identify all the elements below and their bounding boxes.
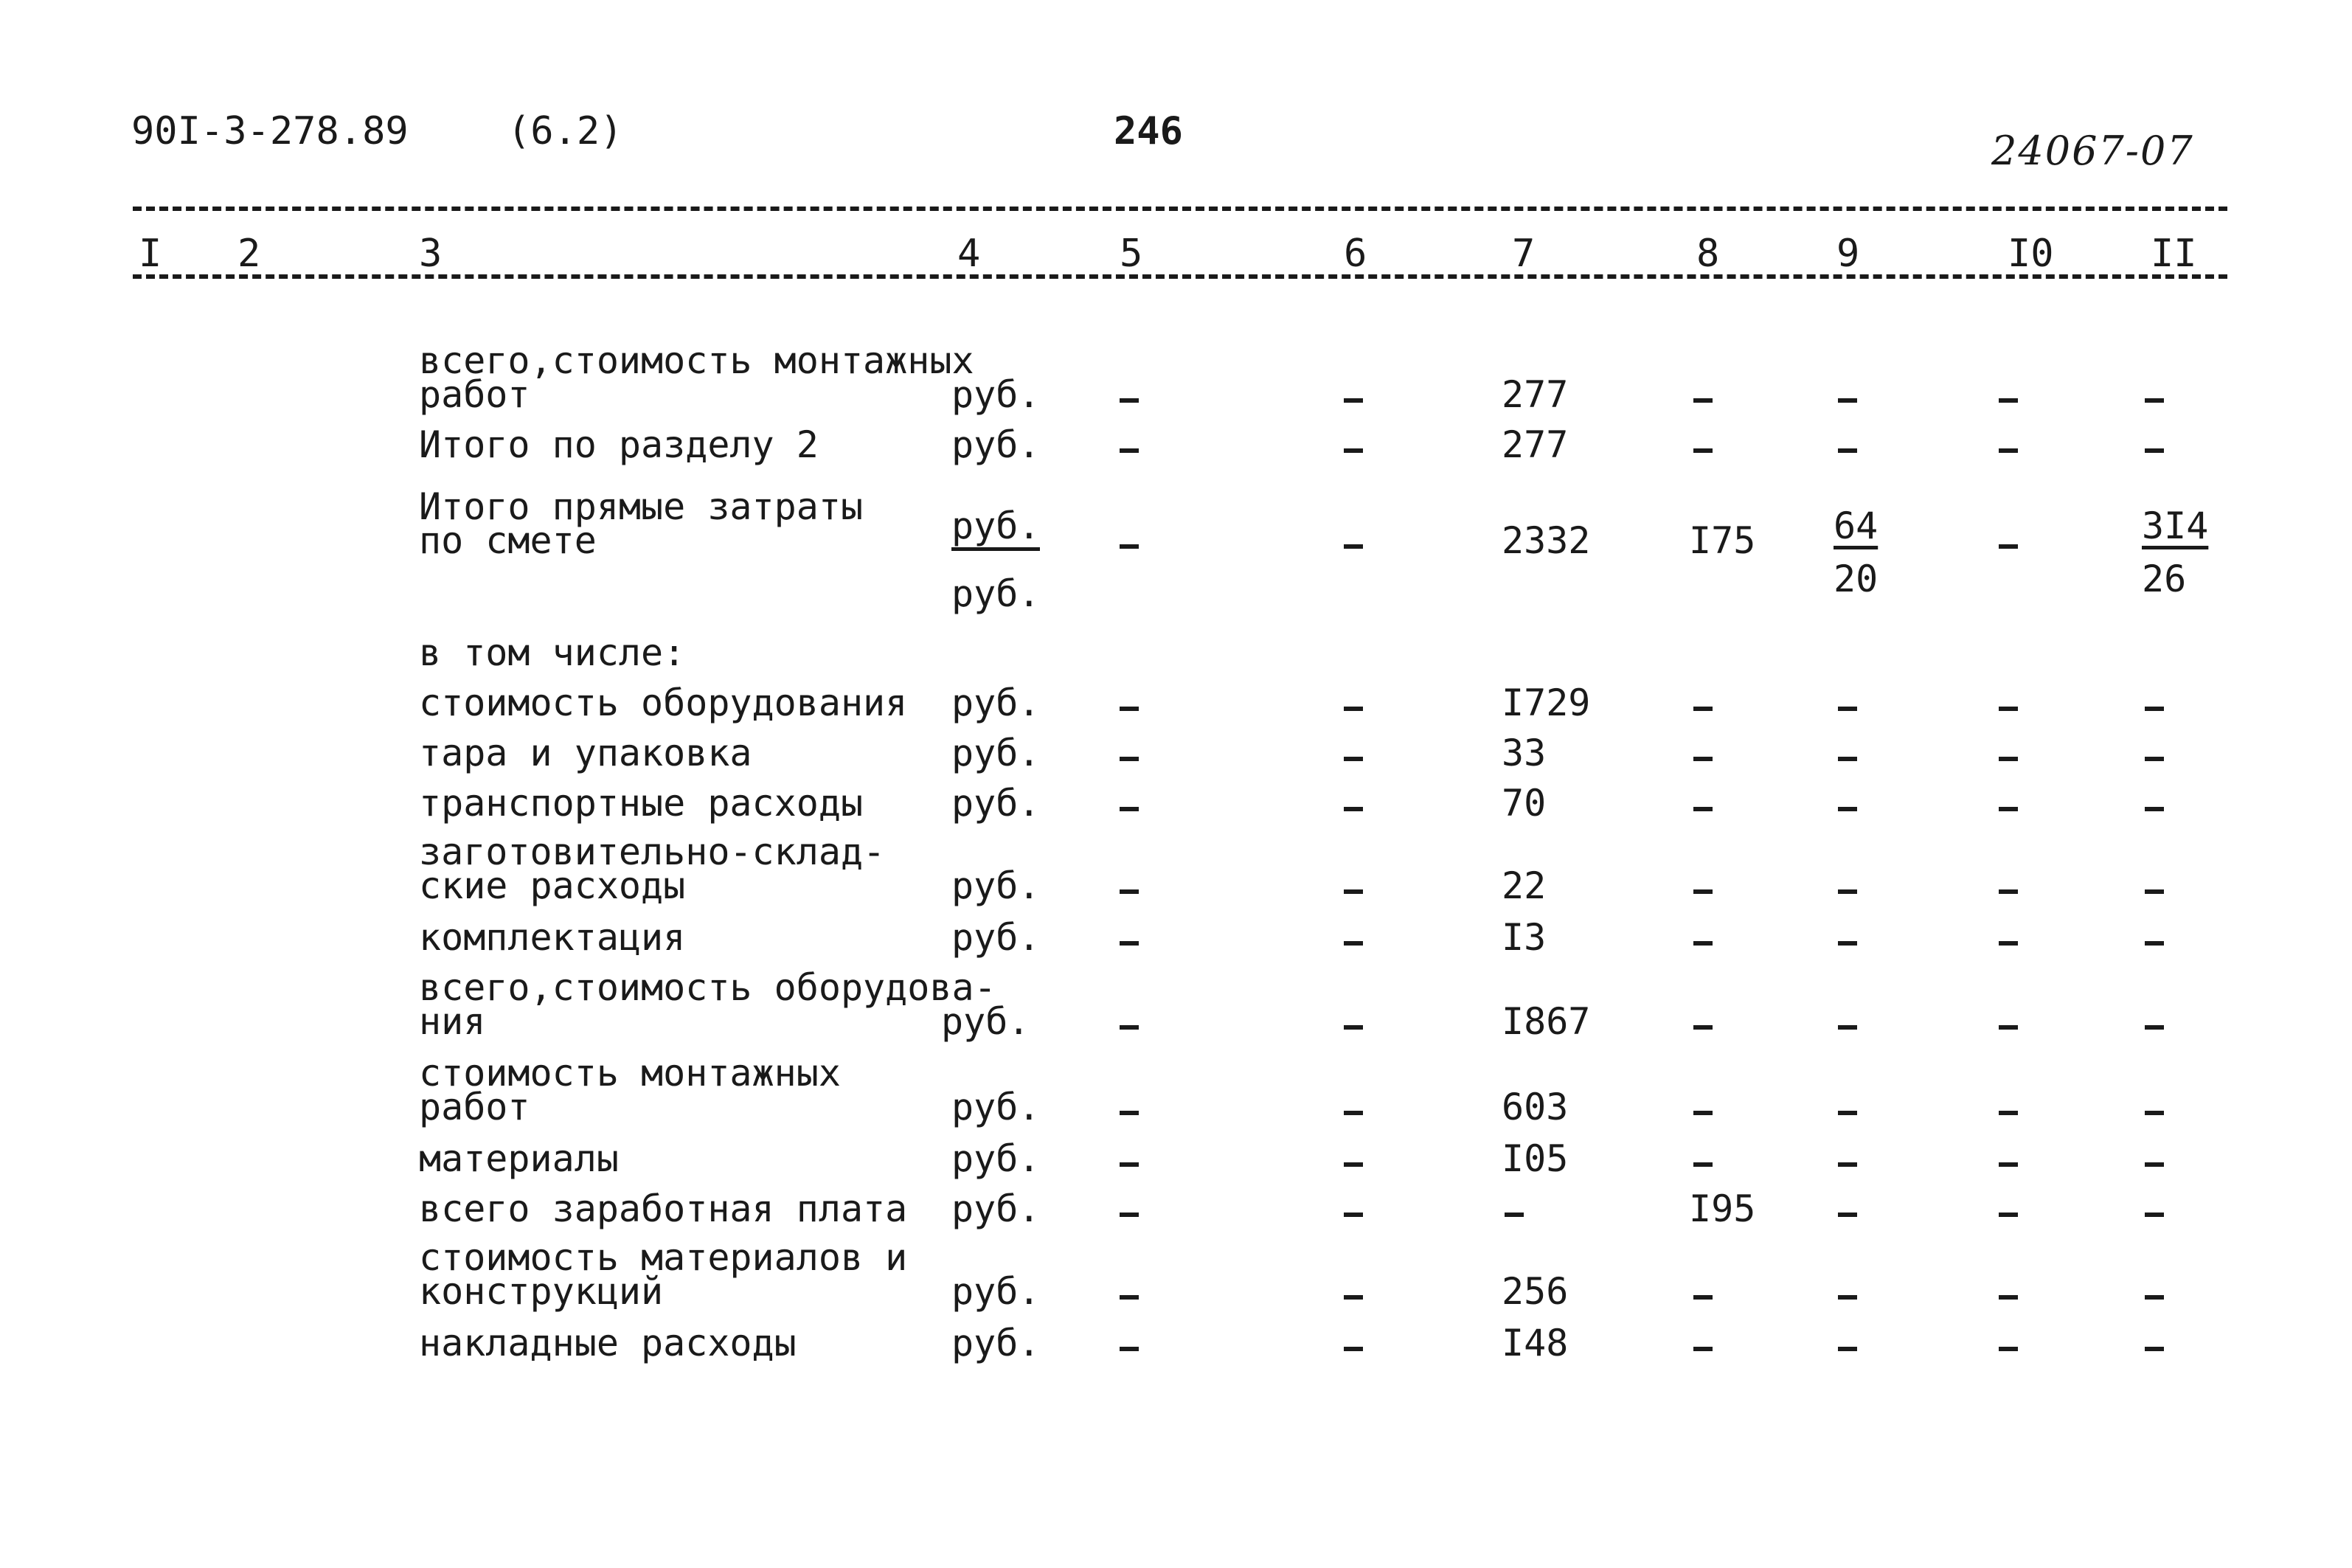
empty-value-dash: [1999, 1111, 2018, 1115]
unit-label: руб.: [951, 1137, 1041, 1180]
empty-value-dash: [1693, 1162, 1713, 1167]
empty-value-dash: [1999, 807, 2018, 811]
empty-value-dash: [1693, 1295, 1713, 1300]
empty-value-dash: [1344, 1213, 1363, 1217]
column-number: 4: [957, 232, 981, 276]
value-c7: 2332: [1502, 519, 1591, 562]
empty-value-dash: [1838, 398, 1857, 403]
row-label: стоимость материалов и: [419, 1236, 908, 1279]
value-c7: 277: [1502, 373, 1569, 416]
column-number: 8: [1696, 232, 1720, 276]
empty-value-dash: [1838, 707, 1857, 711]
empty-value-dash: [2145, 707, 2164, 711]
row-label: накладные расходы: [419, 1322, 797, 1364]
value-c8: I95: [1689, 1187, 1756, 1230]
empty-value-dash: [1999, 889, 2018, 894]
empty-value-dash: [1693, 941, 1713, 946]
empty-value-dash: [1693, 1111, 1713, 1115]
empty-value-dash: [1344, 1111, 1363, 1115]
document-code: 90I-3-278.89: [131, 109, 409, 153]
empty-value-dash: [1120, 448, 1139, 453]
empty-value-dash: [1344, 1162, 1363, 1167]
empty-value-dash: [1838, 1025, 1857, 1030]
empty-value-dash: [1693, 757, 1713, 761]
empty-value-dash: [1344, 1025, 1363, 1030]
unit-label: руб.: [951, 423, 1041, 466]
empty-value-dash: [1838, 757, 1857, 761]
empty-value-dash: [1838, 1111, 1857, 1115]
column-number: I0: [2008, 232, 2054, 276]
empty-value-dash: [1999, 941, 2018, 946]
row-label-continued: ские расходы: [419, 864, 686, 907]
unit-label: руб.: [951, 1187, 1041, 1230]
empty-value-dash: [1344, 889, 1363, 894]
empty-value-dash: [2145, 807, 2164, 811]
empty-value-dash: [1693, 889, 1713, 894]
value-c7: 277: [1502, 423, 1569, 466]
unit-label: руб.: [951, 732, 1041, 774]
value-c7: 70: [1502, 782, 1547, 825]
column-number: 7: [1512, 232, 1536, 276]
empty-value-dash: [1120, 1213, 1139, 1217]
empty-value-dash: [1999, 1213, 2018, 1217]
empty-value-dash: [1505, 1213, 1524, 1217]
empty-value-dash: [1838, 941, 1857, 946]
empty-value-dash: [2145, 1025, 2164, 1030]
unit-label: руб.: [951, 1086, 1041, 1128]
column-number: 6: [1344, 232, 1367, 276]
empty-value-dash: [1344, 448, 1363, 453]
empty-value-dash: [1838, 1213, 1857, 1217]
empty-value-dash: [1999, 1347, 2018, 1351]
empty-value-dash: [1120, 889, 1139, 894]
empty-value-dash: [1838, 1162, 1857, 1167]
empty-value-dash: [1344, 707, 1363, 711]
unit-label: руб.: [951, 373, 1041, 416]
unit-label: руб.: [951, 1322, 1041, 1364]
empty-value-dash: [1344, 1347, 1363, 1351]
value-c7: I48: [1502, 1322, 1569, 1364]
empty-value-dash: [1999, 544, 2018, 549]
column-number: I: [139, 232, 162, 276]
row-label-continued: по смете: [419, 519, 597, 562]
row-label: стоимость оборудования: [419, 681, 908, 724]
empty-value-dash: [1344, 941, 1363, 946]
empty-value-dash: [2145, 1213, 2164, 1217]
empty-value-dash: [2145, 1347, 2164, 1351]
column-number: 2: [237, 232, 261, 276]
row-label: всего,стоимость оборудова-: [419, 966, 996, 1009]
empty-value-dash: [1999, 1025, 2018, 1030]
column-number: 3: [419, 232, 443, 276]
column-number: 9: [1836, 232, 1860, 276]
unit-label: руб.: [951, 916, 1041, 959]
row-label-continued: ния: [419, 1000, 486, 1043]
empty-value-dash: [1120, 1295, 1139, 1300]
row-label-continued: конструкций: [419, 1270, 664, 1313]
fraction-denominator: 26: [2142, 558, 2187, 600]
archive-stamp: 24067-07: [1991, 128, 2194, 174]
empty-value-dash: [1120, 1111, 1139, 1115]
empty-value-dash: [1999, 1162, 2018, 1167]
empty-value-dash: [1693, 707, 1713, 711]
fraction-numerator: 3I4: [2142, 504, 2209, 547]
value-c7: 22: [1502, 864, 1547, 907]
row-label: всего заработная плата: [419, 1187, 908, 1230]
empty-value-dash: [1693, 807, 1713, 811]
empty-value-dash: [1999, 757, 2018, 761]
unit-label-secondary: руб.: [951, 572, 1041, 615]
empty-value-dash: [1120, 941, 1139, 946]
empty-value-dash: [1120, 544, 1139, 549]
empty-value-dash: [1999, 1295, 2018, 1300]
row-label: тара и упаковка: [419, 732, 752, 774]
empty-value-dash: [1120, 398, 1139, 403]
value-c7: I867: [1502, 1000, 1591, 1043]
row-label: стоимость монтажных: [419, 1052, 841, 1095]
empty-value-dash: [1120, 807, 1139, 811]
row-label-continued: работ: [419, 1086, 530, 1128]
empty-value-dash: [2145, 1162, 2164, 1167]
empty-value-dash: [1999, 448, 2018, 453]
empty-value-dash: [2145, 448, 2164, 453]
empty-value-dash: [1693, 1347, 1713, 1351]
unit-label: руб.: [951, 782, 1041, 825]
unit-label: руб.: [951, 1270, 1041, 1313]
row-label: материалы: [419, 1137, 619, 1180]
empty-value-dash: [1120, 1162, 1139, 1167]
empty-value-dash: [2145, 1111, 2164, 1115]
empty-value-dash: [1693, 398, 1713, 403]
value-c7: 256: [1502, 1270, 1569, 1313]
empty-value-dash: [1344, 807, 1363, 811]
header-top-rule: [133, 207, 2227, 211]
unit-label: руб.: [941, 1000, 1030, 1043]
value-c7: I3: [1502, 916, 1547, 959]
row-label: Итого прямые затраты: [419, 485, 864, 528]
column-number: II: [2151, 232, 2197, 276]
row-label: Итого по разделу 2: [419, 423, 819, 466]
empty-value-dash: [1120, 1025, 1139, 1030]
value-c7: 33: [1502, 732, 1547, 774]
value-c7: I729: [1502, 681, 1591, 724]
empty-value-dash: [1344, 1295, 1363, 1300]
unit-label: руб.: [951, 507, 1040, 551]
empty-value-dash: [2145, 757, 2164, 761]
empty-value-dash: [1344, 398, 1363, 403]
header-bottom-rule: [133, 274, 2227, 279]
row-label: заготовительно-склад-: [419, 830, 886, 873]
empty-value-dash: [1344, 544, 1363, 549]
value-c7: 603: [1502, 1086, 1569, 1128]
empty-value-dash: [2145, 941, 2164, 946]
empty-value-dash: [1120, 707, 1139, 711]
column-number: 5: [1120, 232, 1143, 276]
row-label: в том числе:: [419, 631, 686, 674]
empty-value-dash: [1838, 1295, 1857, 1300]
empty-value-dash: [1120, 1347, 1139, 1351]
empty-value-dash: [1344, 757, 1363, 761]
unit-label: руб.: [951, 864, 1041, 907]
row-label: комплектация: [419, 916, 686, 959]
fraction-denominator: 20: [1834, 558, 1879, 600]
page-number: 246: [1114, 109, 1183, 153]
empty-value-dash: [1120, 757, 1139, 761]
empty-value-dash: [1693, 448, 1713, 453]
row-label-continued: работ: [419, 373, 530, 416]
unit-label: руб.: [951, 681, 1041, 724]
empty-value-dash: [1838, 889, 1857, 894]
empty-value-dash: [1693, 1025, 1713, 1030]
value-c8: I75: [1689, 519, 1756, 562]
row-label: всего,стоимость монтажных: [419, 339, 974, 382]
empty-value-dash: [1999, 707, 2018, 711]
fraction-numerator: 64: [1834, 504, 1879, 547]
empty-value-dash: [2145, 1295, 2164, 1300]
empty-value-dash: [1838, 448, 1857, 453]
section-number: (6.2): [507, 109, 623, 153]
empty-value-dash: [2145, 889, 2164, 894]
empty-value-dash: [1838, 1347, 1857, 1351]
value-c7: I05: [1502, 1137, 1569, 1180]
empty-value-dash: [2145, 398, 2164, 403]
row-label: транспортные расходы: [419, 782, 864, 825]
empty-value-dash: [1838, 807, 1857, 811]
empty-value-dash: [1999, 398, 2018, 403]
